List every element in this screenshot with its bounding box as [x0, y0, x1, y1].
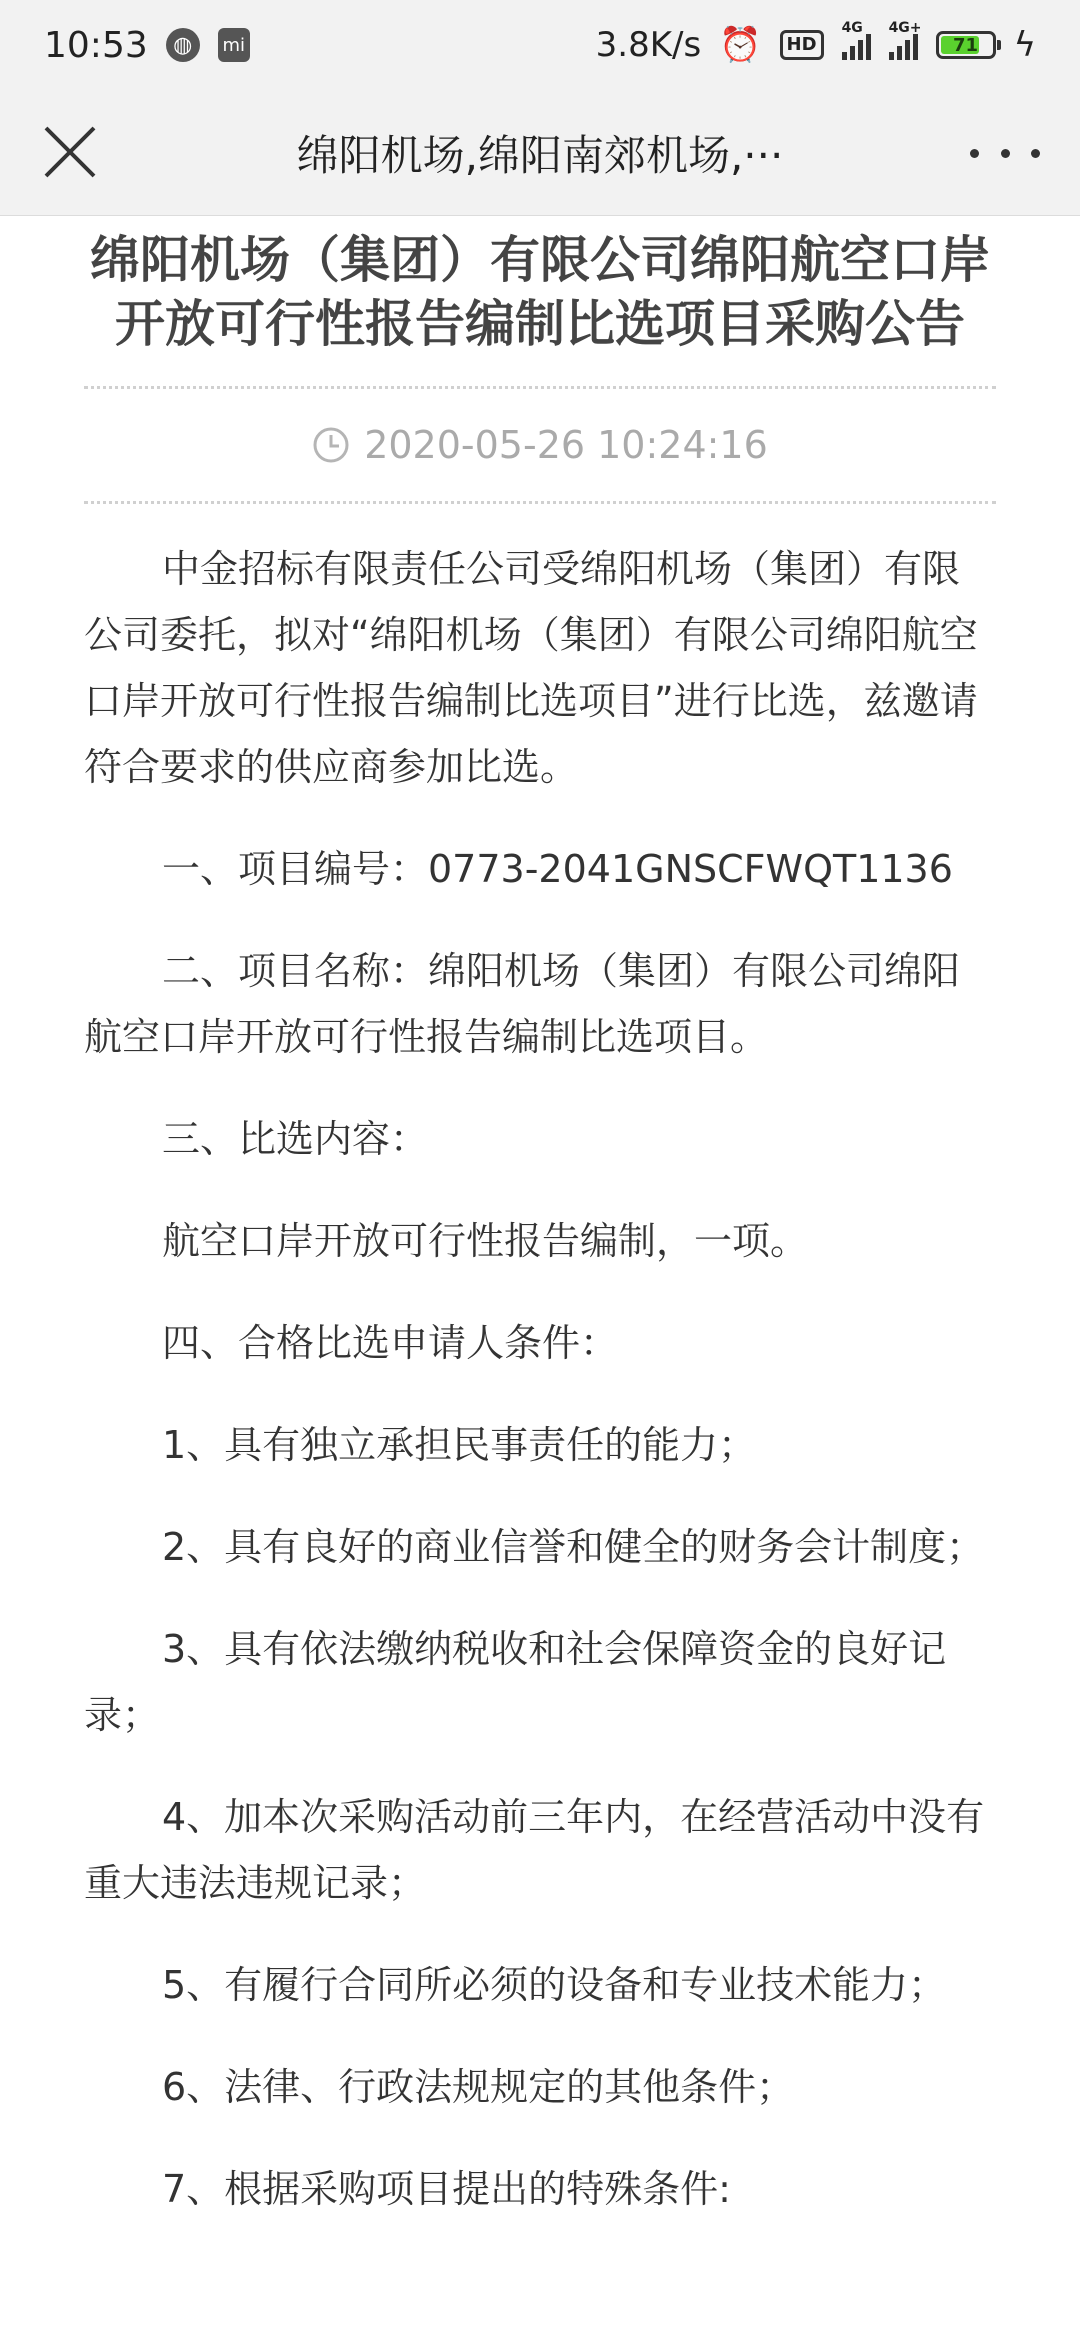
article-title: 绵阳机场（集团）有限公司绵阳航空口岸开放可行性报告编制比选项目采购公告	[90, 231, 990, 353]
more-dot-icon	[1001, 149, 1010, 158]
battery-level: 71	[953, 34, 979, 56]
signal-strength-icon	[841, 20, 871, 60]
more-dot-icon	[970, 149, 979, 158]
publish-timestamp: 2020-05-26 10:24:16	[364, 423, 768, 467]
battery-icon	[936, 31, 996, 59]
article-paragraph: 5、有履行合同所必须的设备和专业技术能力；	[162, 1963, 947, 2007]
signal2-label: 4G+	[888, 20, 922, 36]
charging-bolt-icon: ϟ	[1013, 25, 1036, 65]
article-body	[84, 536, 996, 2222]
hd-badge: HD	[780, 30, 824, 60]
article-paragraph: 航空口岸开放可行性报告编制，一项。	[162, 1219, 809, 1263]
article-paragraph: 二、项目名称：绵阳机场（集团）有限公司绵阳航空口岸开放可行性报告编制比选项目。	[84, 949, 961, 1059]
signal1-label: 4G	[841, 20, 863, 36]
mi-icon: mi	[218, 28, 250, 62]
article-paragraph: 1、具有独立承担民事责任的能力；	[162, 1423, 757, 1467]
article-paragraph: 3、具有依法缴纳税收和社会保障资金的良好记录；	[84, 1627, 947, 1737]
page-title: 绵阳机场,绵阳南郊机场,···	[296, 131, 784, 180]
signal-strength-icon-2	[888, 20, 922, 60]
status-bar	[0, 0, 1080, 90]
article-content	[84, 216, 996, 2258]
article-paragraph: 一、项目编号：0773-2041GNSCFWQT1136	[162, 847, 953, 891]
more-dot-icon	[1031, 149, 1040, 158]
article-paragraph: 2、具有良好的商业信誉和健全的财务会计制度；	[162, 1525, 985, 1569]
article-paragraph: 4、加本次采购活动前三年内，在经营活动中没有重大违法违规记录；	[84, 1795, 985, 1905]
article-paragraph: 四、合格比选申请人条件：	[162, 1321, 619, 1365]
alarm-icon: ⏰	[719, 25, 762, 65]
article-paragraph: 6、法律、行政法规规定的其他条件；	[162, 2065, 795, 2109]
close-icon[interactable]	[40, 122, 100, 182]
status-time: 10:53	[44, 24, 148, 66]
article-paragraph: 三、比选内容：	[162, 1117, 429, 1161]
more-options-button[interactable]	[970, 130, 1040, 176]
article-paragraph: 7、根据采购项目提出的特殊条件:	[162, 2167, 731, 2211]
status-right	[595, 20, 1036, 65]
globe-icon: ◍	[166, 28, 200, 62]
clock-icon	[312, 426, 350, 464]
article-paragraph: 中金招标有限责任公司受绵阳机场（集团）有限公司委托，拟对“绵阳机场（集团）有限公司绵阳航空口岸开放可行性报告编制比选项目”进行比选，兹邀请符合要求的供应商参加比选。	[84, 547, 978, 789]
divider	[84, 501, 996, 504]
article-meta	[84, 389, 996, 501]
status-left	[44, 25, 250, 66]
nav-bar	[0, 90, 1080, 216]
net-speed: 3.8K/s	[595, 25, 702, 65]
